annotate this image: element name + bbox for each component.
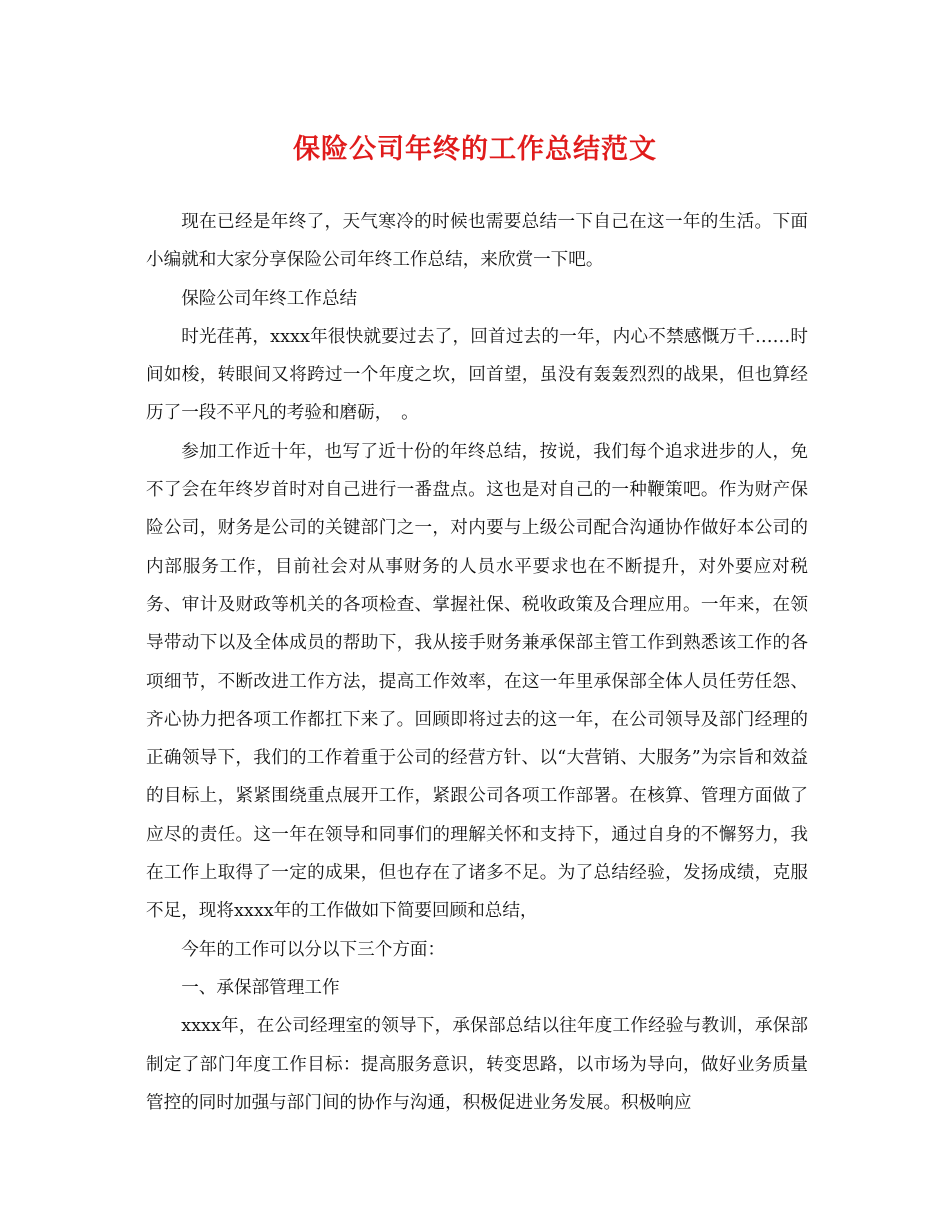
- body-paragraph: 今年的工作可以分以下三个方面：: [181, 939, 446, 960]
- document-body: [146, 203, 808, 1122]
- body-paragraph: 参加工作近十年，也写了近十份的年终总结，按说，我们每个追求进步的人，免不了会在年终岁首时对自己进行一番盘点。这也是对自己的一种鞭策吧。作为财产保险公司，财务是公司的关键部门之一，对内要与上级公司配合沟通协作做好本公司的内部服务工作，目前社会对从事财务的人员水平要求也在不断提升，对外要应对税务、审计及财政等机关的各项检查、掌握社保、税收政策及合理应用。一年来，在领导带动下以及全体成员的帮助下，我从接手财务兼承保部主管工作到熟悉该工作的各项细节，不断改进工作方法，提高工作效率，在这一年里承保部全体人员任劳任怨、齐心协力把各项工作都扛下来了。回顾即将过去的这一年，在公司领导及部门经理的正确领导下，我们的工作着重于公司的经营方针、以“大营销、大服务”为宗旨和效益的目标上，紧紧围绕重点展开工作，紧跟公司各项工作部署。在核算、管理方面做了应尽的责任。这一年在领导和同事们的理解关怀和支持下，通过自身的不懈努力，我在工作上取得了一定的成果，但也存在了诸多不足。为了总结经验，发扬成绩，克服不足，现将xxxx年的工作做如下简要回顾和总结，: [146, 441, 808, 922]
- intro-paragraph: 现在已经是年终了，天气寒冷的时候也需要总结一下自己在这一年的生活。下面小编就和大家分享保险公司年终工作总结，来欣赏一下吧。: [146, 212, 808, 271]
- section-heading: 保险公司年终工作总结: [181, 288, 358, 309]
- body-paragraph: xxxx年，在公司经理室的领导下，承保部总结以往年度工作经验与教训，承保部制定了部门年度工作目标：提高服务意识，转变思路，以市场为导向，做好业务质量管控的同时加强与部门间的协作与沟通，积极促进业务发展。积极响应: [146, 1016, 808, 1113]
- body-paragraph: 时光荏苒，xxxx年很快就要过去了，回首过去的一年，内心不禁感慨万千……时间如梭，转眼间又将跨过一个年度之坎，回首望，虽没有轰轰烈烈的战果，但也算经历了一段不平凡的考验和磨砺， 。: [146, 326, 808, 424]
- document-title: 保险公司年终的工作总结范文: [293, 134, 657, 165]
- subsection-heading: 一、承保部管理工作: [181, 977, 340, 998]
